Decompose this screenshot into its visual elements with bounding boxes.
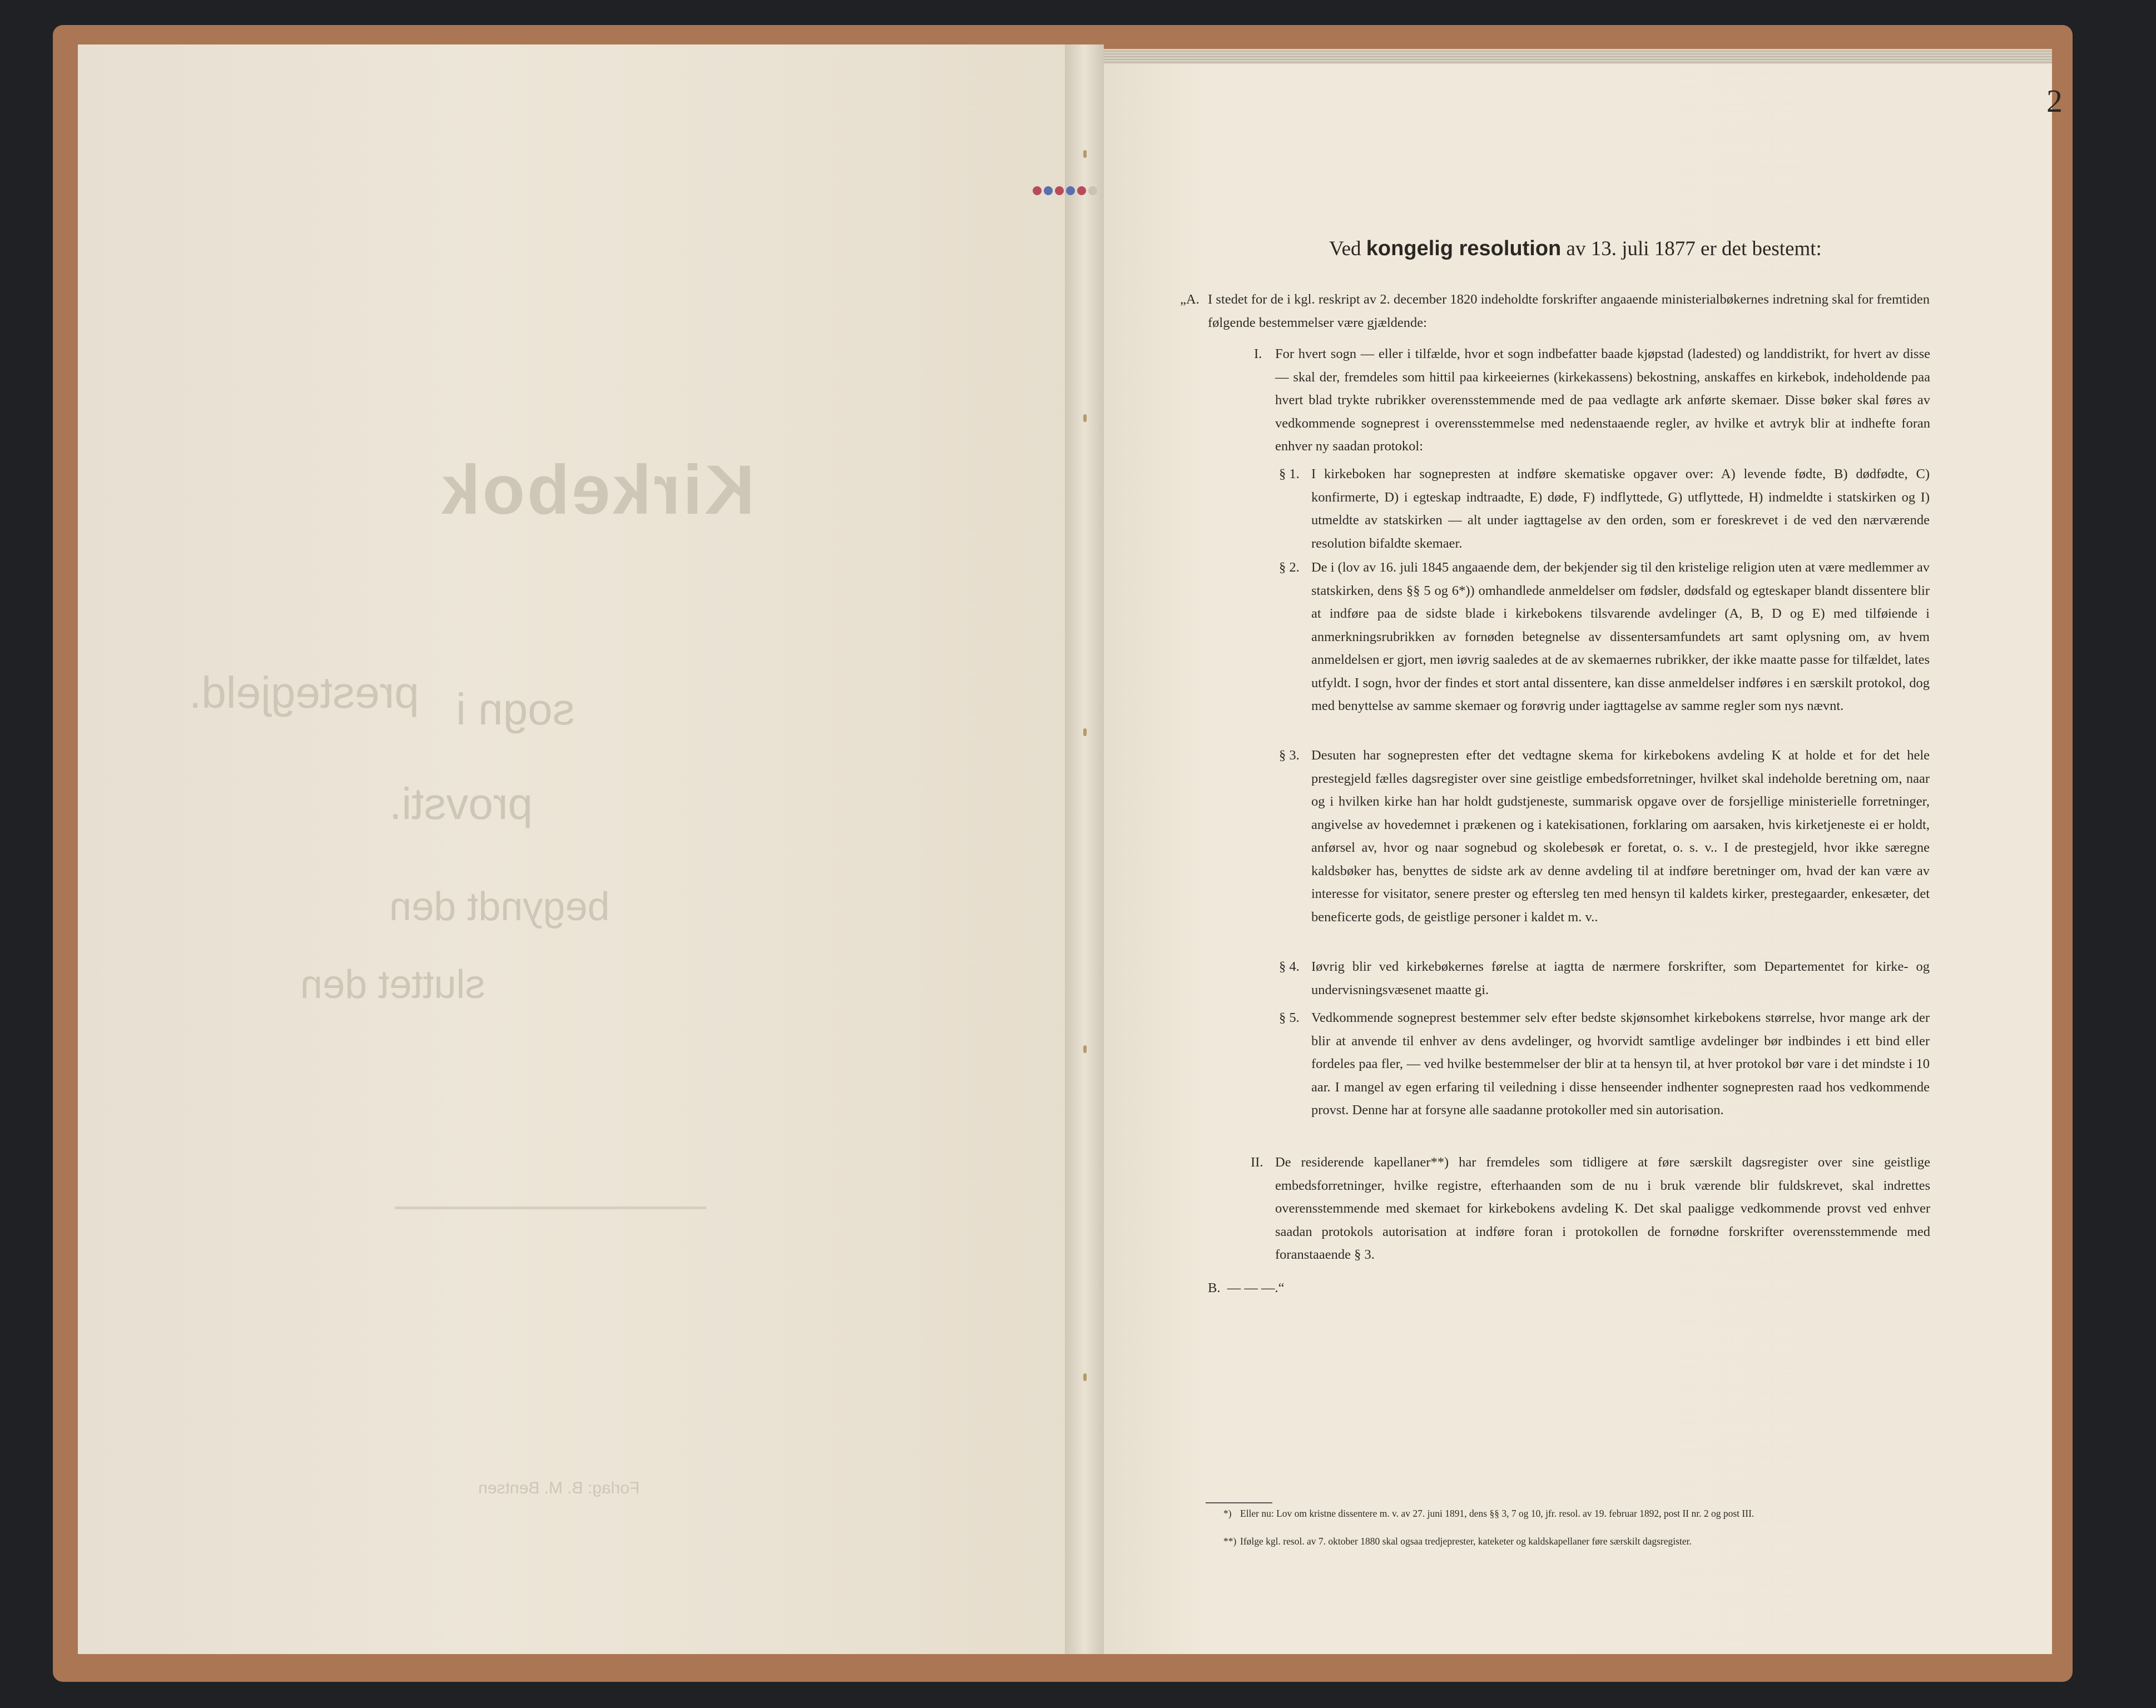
section-label: B. (1208, 1280, 1221, 1295)
paragraph-text: Desuten har sognepresten efter det vedtagne skema for kirkebokens avdeling K at holde et for det hele prestegjeld fælles dagsregister over sine geistlige embedsforretninger, hvilket skal indeholde beretning om, naar og i hvilken kirke han har holdt gudstjeneste, summarisk opgave over de forsjellige ministerielle forretninger, angivelse av hovedemnet i prækenen og i katekisationen, forklaring om aarsaken, hvis kirketjeneste ei er holdt, anførsel av, hvor og naar sognebud og skolebesøk er foretat, o. s. v.. I de prestegjeld, hvor ikke særegne kaldsbøker has, benyttes de sidste ark av denne avdeling til at indføre beretninger om, hvad der kan være av interesse for visitator, senere prester og eftersleg ten med hensyn til kaldets kirker, prestegaarder, enkesæter, det beneficerte gods, de geistlige personer i kaldet m. v.. (1311, 748, 1930, 925)
footnote-text: Ifølge kgl. resol. av 7. oktober 1880 skal ogsaa tredjeprester, kateketer og kaldskapellaner føre særskilt dagsregister. (1240, 1536, 1692, 1547)
paragraph-1 (1279, 463, 1930, 555)
section-text: I stedet for de i kgl. reskript av 2. december 1820 indeholdte forskrifter angaaende ministerialbøkernes indretning skal for fremtiden følgende bestemmelser være gjældende: (1208, 292, 1930, 330)
stitch-mark (1083, 728, 1087, 736)
ghost-line: provsti. (389, 779, 533, 828)
paragraph-text: I kirkeboken har sognepresten at indføre skematiske opgaver over: A) levende fødte, B) dødfødte, C) konfirmerte, D) i egteskap indtraadte, E) døde, F) indflyttede, G) utflyttede, H) indmeldte i statskirken og I) utmeldte av statskirken — alt under iagttagelse av den orden, som er foreskrevet i de ved den nærværende resolution bifaldte skemaer. (1311, 466, 1930, 551)
page-number: 2 (2046, 83, 2063, 119)
stitch-mark (1083, 150, 1087, 158)
paragraph-text: Vedkommende sogneprest bestemmer selv efter bedste skjønsomhet kirkebokens størrelse, hvor mange ark der blir at anvende til enhver av dens avdelinger, og hvorvidt samtlige avdelinger bør indbindes i ett bind eller fordeles paa fler, — ved hvilke bestemmelser der blir at ta hensyn til, at hver protokol bør vare i det mindste i 10 aar. I mangel av egen erfaring til veiledning i disse henseender indhenter sognepresten raad hos vedkommende provst. Denne har at forsyne alle saadanne protokoller med sin autorisation. (1311, 1010, 1930, 1118)
paragraph-label: § 3. (1279, 748, 1300, 763)
ghost-line: sluttet den (300, 962, 485, 1007)
binding-thread (1032, 186, 1137, 201)
ghost-line: sogn i (456, 684, 575, 734)
ghost-imprint: Forlag: B. M. Bentsen (478, 1479, 640, 1497)
book-spine (1065, 44, 1104, 1654)
paragraph-label: § 2. (1279, 560, 1300, 575)
page-edges (1084, 49, 2052, 64)
heading-pre: Ved (1329, 237, 1361, 260)
paragraph-label: § 4. (1279, 959, 1300, 974)
stitch-mark (1083, 1373, 1087, 1381)
section-text: For hvert sogn — eller i tilfælde, hvor et sogn indbefatter baade kjøpstad (ladested) og landdistrikt, for hvert av disse — skal der, fremdeles som hittil paa kirkeeiernes (kirkekassens) bekostning, anskaffes en kirkebok, indeholdende paa hvert blad trykte rubrikker overensstemmende med de paa vedlagte ark anførte skemaer. Disse bøker skal føres av vedkommende sogneprest i overensstemmelse med nedenstaaende regler, av hvilke et avtryk blir at indhefte foran enhver ny saadan protokol: (1275, 346, 1930, 454)
footnote-2 (1223, 1535, 1930, 1548)
section-i (1254, 342, 1930, 458)
page-heading (1329, 237, 1822, 261)
footnote-label: **) (1223, 1536, 1237, 1547)
footnote-label: *) (1223, 1508, 1232, 1519)
paragraph-4 (1279, 955, 1930, 1001)
paragraph-3 (1279, 744, 1930, 929)
paragraph-5 (1279, 1006, 1930, 1122)
paragraph-label: § 1. (1279, 466, 1300, 481)
ghost-rule (395, 1206, 706, 1209)
section-label: II. (1251, 1155, 1263, 1170)
ghost-line: prestegjeld. (189, 668, 419, 717)
paragraph-text: Iøvrig blir ved kirkebøkernes førelse at iagtta de nærmere forskrifter, som Departementet for kirke- og undervisningsvæsenet maatte gi. (1311, 959, 1930, 997)
section-b (1208, 1277, 1375, 1300)
section-a (1180, 288, 1930, 334)
footnote-1 (1223, 1507, 1930, 1520)
paragraph-label: § 5. (1279, 1010, 1300, 1025)
section-text: De residerende kapellaner**) har fremdeles som tidligere at føre særskilt dagsregister over sine geistlige embedsforretninger, hvilke registre, efterhaanden som de nu i bruk værende blir fuldskrevet, skal indrettes overensstemmende med skemaet for kirkebokens avdeling K. Det skal paaligge vedkommende provst ved enhver saadan protokols autorisation at indføre foran i protokollen de fornødne forskrifter overensstemmende med foranstaaende § 3. (1275, 1155, 1930, 1262)
ghost-title: Kirkebok (439, 451, 755, 529)
footnote-rule (1206, 1502, 1272, 1503)
stitch-mark (1083, 414, 1087, 422)
section-text: — — —.“ (1227, 1280, 1285, 1295)
heading-bold: kongelig resolution (1366, 237, 1562, 260)
left-page (78, 44, 1079, 1654)
heading-post: av 13. juli 1877 er det bestemt: (1566, 237, 1822, 260)
section-label: „A. (1180, 292, 1200, 307)
section-label: I. (1254, 346, 1262, 361)
paragraph-text: De i (lov av 16. juli 1845 angaaende dem, der bekjender sig til den kristelige religion uten at være medlemmer av statskirken, dens §§ 5 og 6*)) omhandlede anmeldelser om fødsler, dødsfald og egteskaper blandt dissentere blir at indføre paa de sidste blade i kirkebokens tilsvarende avdelinger (A, B, D og E) med tilføiende i anmerkningsrubrikken av fornøden betegnelse av dissentersamfundets art samt oplysning om, av hvem anmeldelsen er gjort, men iøvrig saaledes at de av skemaernes rubrikker, der ikke maatte passe for tilfældet, lates utfyldt. I sogn, hvor der findes et stort antal dissentere, kan disse anmeldelser indføres i en særskilt protokol, dog med benyttelse av samme skemaer og forøvrig under iagttagelse av samme regler som nys nævnt. (1311, 560, 1930, 713)
ghost-line: begyndt den (389, 885, 610, 929)
stitch-mark (1083, 1045, 1087, 1053)
section-ii (1251, 1151, 1930, 1267)
footnote-text: Eller nu: Lov om kristne dissentere m. v. av 27. juni 1891, dens §§ 3, 7 og 10, jfr. resol. av 19. februar 1892, post II nr. 2 og post III. (1240, 1508, 1754, 1519)
paragraph-2 (1279, 556, 1930, 718)
